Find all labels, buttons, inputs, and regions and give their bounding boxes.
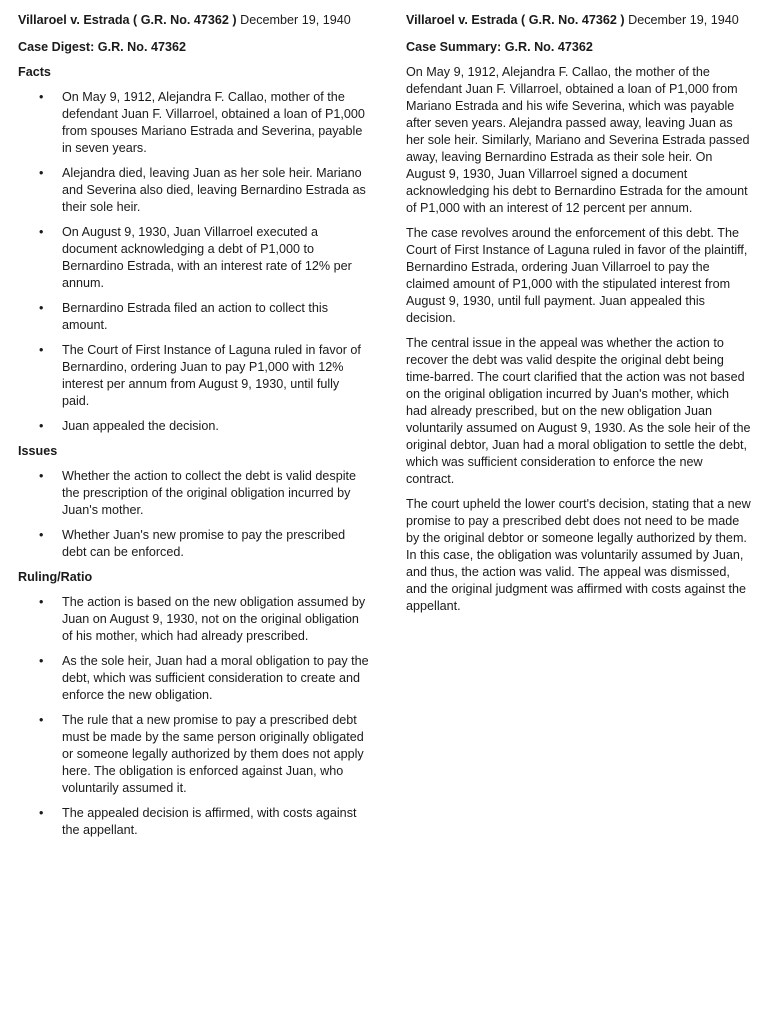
case-digest-column — [18, 12, 370, 847]
list-item: • The rule that a new promise to pay a prescribed debt must be made by the same person originally obligated or someone legally authorized by them does not apply here. The obligation is enforced against Juan, who voluntarily assumed it. — [18, 712, 370, 797]
summary-paragraph: The central issue in the appeal was whether the action to recover the debt was valid despite the original debt being time-barred. The court clarified that the action was not based on the original obligation incurred by Juan's mother, which had already prescribed, but on the new obligation Juan voluntarily assumed on August 9, 1930. As the sole heir of the original debtor, Juan had a moral obligation to settle the debt, which was sufficient consideration to enforce the new contract. — [406, 336, 751, 486]
list-item: • On May 9, 1912, Alejandra F. Callao, mother of the defendant Juan F. Villarroel, obtained a loan of P1,000 from spouses Mariano Estrada and Severina, payable in seven years. — [18, 89, 370, 157]
summary-paragraph: The case revolves around the enforcement of this debt. The Court of First Instance of Laguna ruled in favor of the plaintiff, Bernardino Estrada, ordering Juan Villarroel to pay the claimed amount of P1,000 with the stipulated interest from August 9, 1930, until full payment. Juan appealed this decision. — [406, 226, 748, 325]
list-item: • As the sole heir, Juan had a moral obligation to pay the debt, which was sufficient consideration to create and enforce the new obligation. — [18, 653, 370, 704]
issues-list — [18, 468, 370, 561]
document-title — [18, 12, 370, 29]
case-title: Villaroel v. Estrada ( G.R. No. 47362 ) — [406, 13, 625, 27]
list-item: • On August 9, 1930, Juan Villarroel executed a document acknowledging a debt of P1,000 to Bernardino Estrada, with an interest rate of 12% per annum. — [18, 224, 370, 292]
document-title — [406, 12, 752, 29]
case-digest-heading: Case Digest: G.R. No. 47362 — [18, 40, 186, 54]
summary-paragraph: On May 9, 1912, Alejandra F. Callao, the mother of the defendant Juan F. Villarroel, obtained a loan of P1,000 from Mariano Estrada and his wife Severina, which was payable after seven years. Alejandra passed away, leaving Juan as her sole heir. Similarly, Mariano and Severina Estrada passed away, leaving Bernardino Estrada as their sole heir. On August 9, 1930, Juan Villarroel signed a document acknowledging his debt to Bernardino Estrada for the amount of P1,000 with an interest of 12 percent per annum. — [406, 65, 750, 215]
ruling-heading: Ruling/Ratio — [18, 570, 93, 584]
case-date: December 19, 1940 — [624, 13, 739, 27]
issues-heading: Issues — [18, 444, 58, 458]
list-item: • Whether Juan's new promise to pay the prescribed debt can be enforced. — [18, 527, 370, 561]
list-item: • Alejandra died, leaving Juan as her sole heir. Mariano and Severina also died, leaving Bernardino Estrada as their sole heir. — [18, 165, 370, 216]
facts-list — [18, 89, 370, 435]
facts-heading: Facts — [18, 65, 51, 79]
case-summary-heading: Case Summary: G.R. No. 47362 — [406, 40, 593, 54]
summary-paragraph: The court upheld the lower court's decision, stating that a new promise to pay a prescribed debt does not need to be made by the original debtor or someone legally authorized by them. In this case, the obligation was voluntarily assumed by Juan, and thus, the action was valid. The appeal was dismissed, and the original judgment was affirmed with costs against the appellant. — [406, 497, 751, 613]
list-item: • Juan appealed the decision. — [18, 418, 370, 435]
case-title: Villaroel v. Estrada ( G.R. No. 47362 ) — [18, 13, 237, 27]
list-item: • The appealed decision is affirmed, with costs against the appellant. — [18, 805, 370, 839]
case-summary-column — [406, 12, 752, 623]
list-item: • The Court of First Instance of Laguna ruled in favor of Bernardino, ordering Juan to pay P1,000 with 12% interest per annum from August 9, 1930, until fully paid. — [18, 342, 370, 410]
list-item: • Bernardino Estrada filed an action to collect this amount. — [18, 300, 370, 334]
list-item: • Whether the action to collect the debt is valid despite the prescription of the original obligation incurred by Juan's mother. — [18, 468, 370, 519]
list-item: • The action is based on the new obligation assumed by Juan on August 9, 1930, not on the original obligation of his mother, which had already prescribed. — [18, 594, 370, 645]
case-date: December 19, 1940 — [236, 13, 351, 27]
ruling-list — [18, 594, 370, 839]
